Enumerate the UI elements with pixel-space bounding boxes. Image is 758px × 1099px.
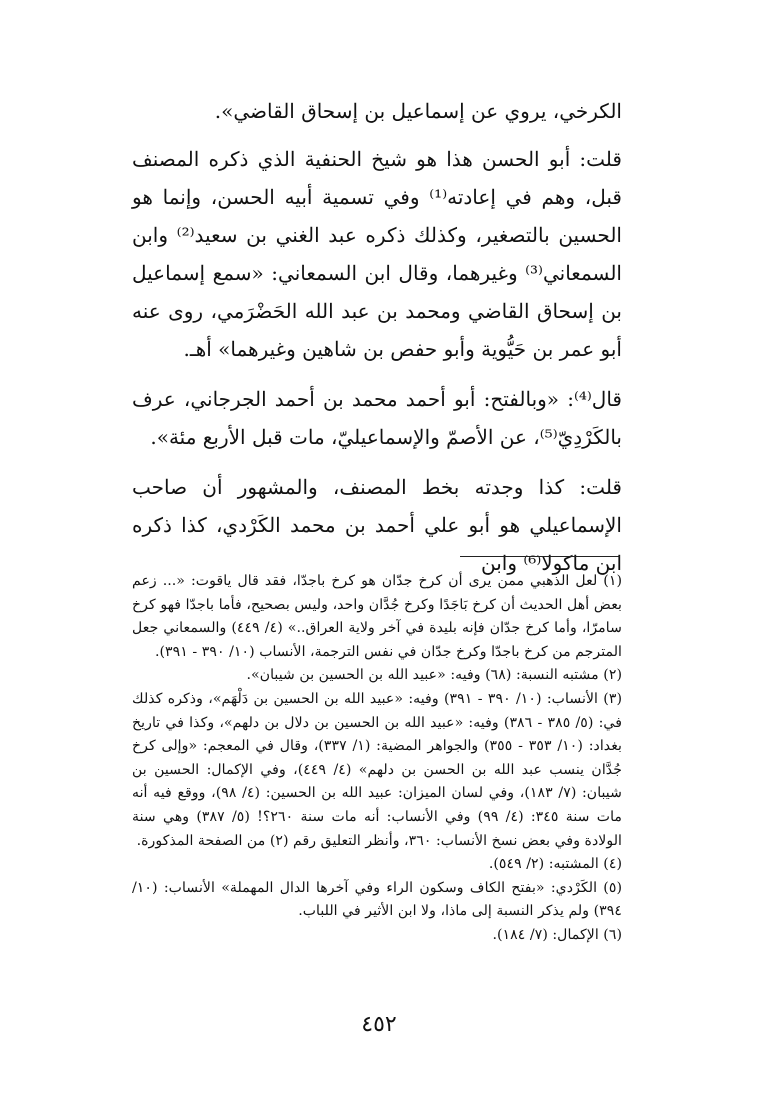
page-number: ٤٥٢ (361, 1012, 397, 1037)
footnote-divider (460, 556, 620, 557)
footnote-5: (٥) الكَرْدي: «بفتح الكاف وسكون الراء وفي آخرها الدال المهملة» الأنساب: (١٠/ ٣٩٤) ولم يذكر النسبة إلى ماذا، ولا ابن الأثير في اللباب. (132, 879, 622, 920)
footnote-4: (٤) المشتبه: (٢/ ٥٤٩). (488, 856, 622, 873)
paragraph-2: قلت: أبو الحسن هذا هو شيخ الحنفية الذي ذكره المصنف قبل، وهم في إعادته⁽¹⁾ وفي تسمية أبيه الحسن، وإنما هو الحسين بالتصغير، وكذلك ذكره عبد الغني بن سعيد⁽²⁾ وابن السمعاني⁽³⁾ وغيرهما، وقال ابن السمعاني: «سمع إسماعيل بن إسحاق القاضي ومحمد بن عبد الله الحَضْرَمي، روى عنه أبو عمر بن حَيُّوية وأبو حفص بن شاهين وغيرهما» أهـ. (132, 147, 622, 361)
footnote-6: (٦) الإكمال: (٧/ ١٨٤). (492, 926, 622, 943)
footnote-3: (٣) الأنساب: (١٠/ ٣٩٠ - ٣٩١) وفيه: «عبيد الله بن الحسين بن دَلْهَم»، وذكره كذلك في: (٥/ ٣٨٥ - ٣٨٦) وفيه: «عبيد الله بن الحسين بن دلال بن دلهم»، وكذا في تاريخ بغداد: (١٠/ ٣٥٣ - ٣٥٥) والجواهر المضية: (١/ ٣٣٧)، وقال في المعجم: «وإلى كرخ جُدَّان ينسب عبد الله بن الحسن بن دلهم» (٤/ ٤٤٩)، وفي الإكمال: الحسين بن شيبان: (٧/ ١٨٣)، وفي لسان الميزان: عبيد الله بن الحسين: (٤/ ٩٨)، ووقع فيه أنه مات سنة ٣٤٥: (٤/ ٩٩) وفي الأنساب: أنه مات سنة ٢٦٠؟! (٥/ ٣٨٧) وهي سنة الولادة وفي بعض نسخ الأنساب: ٣٦٠، وأنظر التعليق رقم (٢) من الصفحة المذكورة. (132, 690, 623, 849)
paragraph-4: قلت: كذا وجدته بخط المصنف، والمشهور أن صاحب الإسماعيلي هو أبو علي أحمد بن محمد الكَرْدي، كذا ذكره ابن ماكولا⁽⁶⁾ وابن (132, 475, 622, 575)
footnote-2: (٢) مشتبه النسبة: (٦٨) وفيه: «عبيد الله بن الحسين بن شيبان». (246, 667, 622, 684)
paragraph-1: الكرخي، يروي عن إسماعيل بن إسحاق القاضي». (214, 99, 622, 123)
paragraph-3: قال⁽⁴⁾: «وبالفتح: أبو أحمد محمد بن أحمد الجرجاني، عرف بالكَرْدِيّ⁽⁵⁾، عن الأصمّ والإسماعيليّ، مات قبل الأربع مئة». (132, 387, 622, 449)
footnotes (132, 570, 622, 948)
main-text (132, 92, 622, 594)
footnote-1: (١) لعل الذهبي ممن يرى أن كرخ جدّان هو كرخ باجدّا، فقد قال ياقوت: «... زعم بعض أهل الحديث أن كرخ بَاجَدًا وكرخ جُدَّان واحد، وليس بصحيح، فأما باجدّا فهو كرخ سامرّا، وأما كرخ جدّان فإنه بليدة في آخر ولاية العراق..» (٤/ ٤٤٩) والسمعاني جعل المترجم من كرخ باجدّا وكرخ جدّان في نفس الترجمة، الأنساب (١٠/ ٣٩٠ - ٣٩١). (132, 573, 622, 660)
